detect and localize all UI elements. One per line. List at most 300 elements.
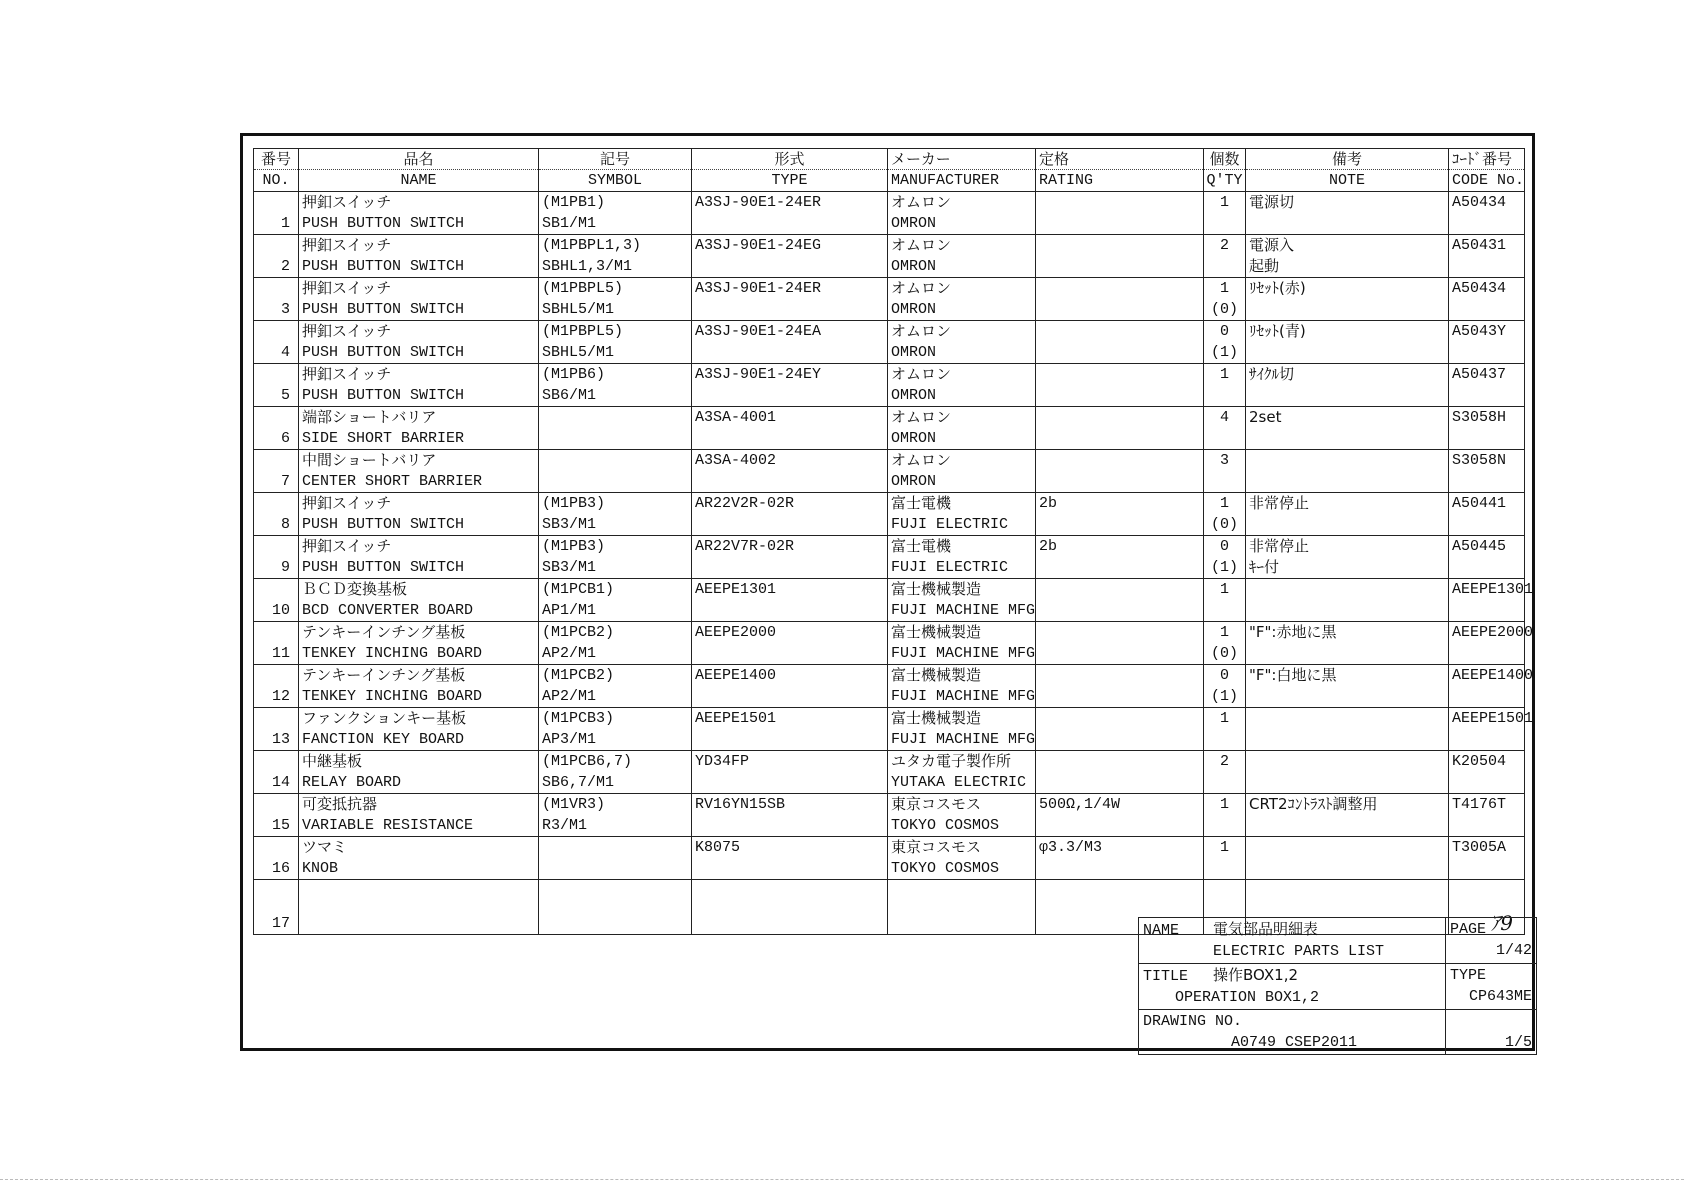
note-line1: "F":白地に黒 xyxy=(1249,666,1337,684)
note-line2 xyxy=(1249,686,1445,707)
part-name xyxy=(299,880,539,935)
rating-value: 2b xyxy=(1039,538,1058,555)
note-line1: 電源切 xyxy=(1249,193,1295,211)
qty-alt-value xyxy=(1207,772,1242,793)
part-note xyxy=(1246,622,1449,665)
drawing-value: A0749 CSEP2011 xyxy=(1231,1034,1358,1051)
part-code xyxy=(1449,235,1525,278)
part-name xyxy=(299,751,539,794)
rating-value xyxy=(1039,192,1200,213)
note-line2 xyxy=(1249,729,1445,750)
header-no-en: NO. xyxy=(262,172,290,189)
part-name xyxy=(299,450,539,493)
part-name xyxy=(299,794,539,837)
part-name xyxy=(299,364,539,407)
row-number: 13 xyxy=(254,708,299,751)
part-type xyxy=(692,278,888,321)
part-name xyxy=(299,192,539,235)
part-note xyxy=(1246,450,1449,493)
part-manufacturer xyxy=(888,407,1036,450)
code-value: K20504 xyxy=(1452,753,1507,770)
manufacturer-en: OMRON xyxy=(891,344,937,361)
code-value: S3058H xyxy=(1452,409,1507,426)
part-symbol xyxy=(539,708,692,751)
part-name-jp: ＢＣＤ変換基板 xyxy=(302,580,408,598)
note-line1: ﾘｾｯﾄ(赤) xyxy=(1249,279,1306,297)
table-row xyxy=(254,278,1525,321)
part-rating xyxy=(1036,665,1204,708)
qty-value: 2 xyxy=(1219,237,1229,254)
part-symbol-line1: (M1PBPL5) xyxy=(542,280,624,297)
row-number: 3 xyxy=(254,278,299,321)
manufacturer-jp: オムロン xyxy=(891,279,952,297)
part-symbol-line1 xyxy=(542,450,688,471)
code-value: A5043Y xyxy=(1452,323,1507,340)
part-manufacturer xyxy=(888,751,1036,794)
part-type-value: AR22V7R-02R xyxy=(695,538,795,555)
part-manufacturer xyxy=(888,235,1036,278)
part-symbol-line1: (M1PCB6,7) xyxy=(542,753,633,770)
code-value: AEEPE1501 xyxy=(1452,710,1534,727)
part-type-value: AEEPE1301 xyxy=(695,581,777,598)
header-type xyxy=(692,149,888,192)
title-block-name-cell xyxy=(1139,918,1446,964)
row-number: 14 xyxy=(254,751,299,794)
manufacturer-jp: 富士電機 xyxy=(891,494,952,512)
table-row xyxy=(254,794,1525,837)
rating-value xyxy=(1039,708,1200,729)
manufacturer-jp: オムロン xyxy=(891,408,952,426)
part-name-jp: 押釦スイッチ xyxy=(302,279,392,297)
note-line2 xyxy=(1249,385,1445,406)
manufacturer-jp: オムロン xyxy=(891,365,952,383)
manufacturer-jp: ユタカ電子製作所 xyxy=(891,752,1012,770)
part-symbol-line1: (M1PB3) xyxy=(542,538,606,555)
part-type-value: A3SA-4002 xyxy=(695,452,777,469)
part-qty xyxy=(1204,708,1246,751)
part-note xyxy=(1246,192,1449,235)
part-symbol-line1: (M1PCB2) xyxy=(542,624,615,641)
note-line2 xyxy=(1249,428,1445,449)
manufacturer-en: FUJI MACHINE MFG xyxy=(891,688,1036,705)
part-note xyxy=(1246,794,1449,837)
part-symbol xyxy=(539,622,692,665)
part-type-value: A3SA-4001 xyxy=(695,409,777,426)
header-code xyxy=(1449,149,1525,192)
manufacturer-en: OMRON xyxy=(891,473,937,490)
part-note xyxy=(1246,536,1449,579)
table-row xyxy=(254,450,1525,493)
part-name xyxy=(299,579,539,622)
code-value: AEEPE1400 xyxy=(1452,667,1534,684)
part-qty xyxy=(1204,751,1246,794)
qty-alt-value xyxy=(1207,213,1242,234)
part-manufacturer xyxy=(888,622,1036,665)
part-manufacturer xyxy=(888,278,1036,321)
header-qty-en: Q'TY xyxy=(1206,172,1243,189)
header-symbol xyxy=(539,149,692,192)
part-type xyxy=(692,321,888,364)
part-name-en: PUSH BUTTON SWITCH xyxy=(302,516,465,533)
parts-list-sheet xyxy=(240,133,1535,1051)
part-name xyxy=(299,493,539,536)
part-manufacturer xyxy=(888,536,1036,579)
manufacturer-en xyxy=(891,901,1032,922)
code-value: T3005A xyxy=(1452,839,1507,856)
header-name-jp: 品名 xyxy=(299,149,538,170)
manufacturer-en: OMRON xyxy=(891,387,937,404)
part-symbol-line2: SBHL5/M1 xyxy=(542,301,615,318)
part-manufacturer xyxy=(888,450,1036,493)
qty-value: 1 xyxy=(1219,280,1229,297)
part-name-jp: 押釦スイッチ xyxy=(302,494,392,512)
part-note xyxy=(1246,493,1449,536)
part-rating xyxy=(1036,579,1204,622)
note-line2: 起動 xyxy=(1249,257,1280,275)
part-type-value xyxy=(695,880,884,901)
note-line1: ｻｲｸﾙ切 xyxy=(1249,365,1295,383)
note-line2 xyxy=(1249,772,1445,793)
note-line2 xyxy=(1249,514,1445,535)
note-line1 xyxy=(1249,880,1445,901)
qty-alt-value: (1) xyxy=(1210,688,1238,705)
part-name xyxy=(299,665,539,708)
code-value xyxy=(1452,880,1521,901)
note-line2 xyxy=(1249,471,1445,492)
part-name-jp: 押釦スイッチ xyxy=(302,322,392,340)
code-value: A50441 xyxy=(1452,495,1507,512)
part-name-jp: 可変抵抗器 xyxy=(302,795,378,813)
part-manufacturer xyxy=(888,364,1036,407)
part-symbol-line1: (M1PBPL1,3) xyxy=(542,237,642,254)
manufacturer-en: OMRON xyxy=(891,215,937,232)
part-name-jp: テンキーインチング基板 xyxy=(302,666,466,684)
part-code xyxy=(1449,192,1525,235)
part-name-jp xyxy=(302,880,535,901)
qty-value: 1 xyxy=(1219,624,1229,641)
part-symbol xyxy=(539,192,692,235)
part-rating xyxy=(1036,493,1204,536)
part-name-jp: 中継基板 xyxy=(302,752,363,770)
part-name-en: PUSH BUTTON SWITCH xyxy=(302,387,465,404)
part-name-jp: 押釦スイッチ xyxy=(302,236,392,254)
part-qty xyxy=(1204,665,1246,708)
part-type xyxy=(692,579,888,622)
part-manufacturer xyxy=(888,579,1036,622)
page-label: PAGE xyxy=(1450,921,1487,938)
manufacturer-jp: オムロン xyxy=(891,236,952,254)
part-name xyxy=(299,837,539,880)
part-qty xyxy=(1204,579,1246,622)
qty-value xyxy=(1207,880,1242,901)
qty-value: 1 xyxy=(1219,710,1229,727)
manufacturer-en: OMRON xyxy=(891,258,937,275)
header-qty xyxy=(1204,149,1246,192)
part-symbol-line2 xyxy=(542,858,688,879)
part-manufacturer xyxy=(888,837,1036,880)
part-type-value: A3SJ-90E1-24ER xyxy=(695,194,822,211)
header-manufacturer-en: MANUFACTURER xyxy=(891,172,1000,189)
part-symbol xyxy=(539,235,692,278)
note-line1: 電源入 xyxy=(1249,236,1295,254)
sheet-value: 1/5 xyxy=(1504,1034,1532,1051)
qty-value: 0 xyxy=(1219,667,1229,684)
qty-alt-value xyxy=(1207,815,1242,836)
note-line1 xyxy=(1249,837,1445,858)
table-row xyxy=(254,751,1525,794)
header-rating-en: RATING xyxy=(1039,172,1094,189)
header-name xyxy=(299,149,539,192)
note-line2 xyxy=(1249,815,1445,836)
part-symbol-line2: SB6,7/M1 xyxy=(542,774,615,791)
manufacturer-en: FUJI MACHINE MFG xyxy=(891,602,1036,619)
part-manufacturer xyxy=(888,794,1036,837)
rating-value xyxy=(1039,622,1200,643)
part-rating xyxy=(1036,364,1204,407)
part-code xyxy=(1449,579,1534,622)
part-rating xyxy=(1036,407,1204,450)
part-note xyxy=(1246,407,1449,450)
part-type xyxy=(692,622,888,665)
qty-value: 1 xyxy=(1219,581,1229,598)
part-code xyxy=(1449,364,1525,407)
note-line1: CRT2ｺﾝﾄﾗｽﾄ調整用 xyxy=(1249,795,1378,813)
title-block-sheet-cell xyxy=(1446,1010,1537,1055)
part-name-en xyxy=(302,901,535,922)
row-number: 1 xyxy=(254,192,299,235)
manufacturer-en: FUJI ELECTRIC xyxy=(891,516,1009,533)
qty-alt-value xyxy=(1207,600,1242,621)
part-name xyxy=(299,278,539,321)
part-type xyxy=(692,880,888,935)
rating-value xyxy=(1039,278,1200,299)
part-name-jp: 押釦スイッチ xyxy=(302,365,392,383)
rating-value xyxy=(1039,364,1200,385)
note-line2 xyxy=(1249,213,1445,234)
note-line1 xyxy=(1249,579,1445,600)
rating-value xyxy=(1039,407,1200,428)
note-line2 xyxy=(1249,600,1445,621)
part-symbol-line1: (M1PCB3) xyxy=(542,710,615,727)
part-type xyxy=(692,235,888,278)
part-symbol xyxy=(539,579,692,622)
title-block-drawing-cell xyxy=(1139,1010,1446,1055)
part-rating xyxy=(1036,278,1204,321)
part-manufacturer xyxy=(888,880,1036,935)
part-symbol xyxy=(539,493,692,536)
row-number: 16 xyxy=(254,837,299,880)
header-code-jp: ｺｰﾄﾞ番号 xyxy=(1449,149,1524,170)
part-type xyxy=(692,794,888,837)
qty-alt-value: (0) xyxy=(1210,645,1238,662)
part-qty xyxy=(1204,837,1246,880)
part-qty xyxy=(1204,622,1246,665)
qty-alt-value: (1) xyxy=(1210,344,1238,361)
note-line1 xyxy=(1249,450,1445,471)
row-number: 7 xyxy=(254,450,299,493)
manufacturer-en: TOKYO COSMOS xyxy=(891,860,1000,877)
header-rating-jp: 定格 xyxy=(1036,149,1203,170)
qty-value: 4 xyxy=(1219,409,1229,426)
qty-value: 1 xyxy=(1219,366,1229,383)
part-symbol-line2 xyxy=(542,428,688,449)
part-qty xyxy=(1204,321,1246,364)
part-note xyxy=(1246,751,1449,794)
name-jp: 電気部品明細表 xyxy=(1213,920,1319,938)
part-name-en: PUSH BUTTON SWITCH xyxy=(302,258,465,275)
code-value: AEEPE1301 xyxy=(1452,581,1534,598)
note-line1 xyxy=(1249,708,1445,729)
part-symbol-line1: (M1PBPL5) xyxy=(542,323,624,340)
part-manufacturer xyxy=(888,665,1036,708)
title-en: OPERATION BOX1,2 xyxy=(1175,989,1320,1006)
part-symbol-line2: R3/M1 xyxy=(542,817,588,834)
note-line1 xyxy=(1249,751,1445,772)
part-type xyxy=(692,493,888,536)
row-number: 17 xyxy=(254,880,299,935)
header-manufacturer-jp: メーカー xyxy=(888,149,1035,170)
part-symbol-line2: AP1/M1 xyxy=(542,602,597,619)
part-symbol-line1: (M1PB6) xyxy=(542,366,606,383)
part-qty xyxy=(1204,536,1246,579)
title-label: TITLE xyxy=(1143,968,1189,985)
qty-alt-value: (0) xyxy=(1210,516,1238,533)
part-rating xyxy=(1036,794,1204,837)
part-name-en: BCD CONVERTER BOARD xyxy=(302,602,474,619)
header-code-en: CODE No. xyxy=(1452,172,1525,189)
table-row xyxy=(254,622,1525,665)
part-symbol-line2 xyxy=(542,471,688,492)
part-symbol-line2: SB3/M1 xyxy=(542,516,597,533)
part-name xyxy=(299,708,539,751)
part-symbol-line1: (M1PB1) xyxy=(542,194,606,211)
part-symbol-line1: (M1PCB2) xyxy=(542,667,615,684)
part-rating xyxy=(1036,536,1204,579)
qty-value: 1 xyxy=(1219,839,1229,856)
qty-alt-value xyxy=(1207,471,1242,492)
row-number: 10 xyxy=(254,579,299,622)
part-qty xyxy=(1204,794,1246,837)
part-name-en: KNOB xyxy=(302,860,339,877)
rating-value xyxy=(1039,579,1200,600)
part-manufacturer xyxy=(888,192,1036,235)
code-value: A50437 xyxy=(1452,366,1507,383)
manufacturer-jp: 富士機械製造 xyxy=(891,709,982,727)
note-line1: 非常停止 xyxy=(1249,494,1310,512)
part-name-jp: テンキーインチング基板 xyxy=(302,623,466,641)
name-en: ELECTRIC PARTS LIST xyxy=(1213,943,1385,960)
row-number: 4 xyxy=(254,321,299,364)
part-symbol-line2 xyxy=(542,901,688,922)
qty-value: 0 xyxy=(1219,538,1229,555)
part-type-value: A3SJ-90E1-24EY xyxy=(695,366,822,383)
part-symbol-line1: (M1VR3) xyxy=(542,796,606,813)
rating-value: φ3.3/M3 xyxy=(1039,839,1103,856)
part-name-en: PUSH BUTTON SWITCH xyxy=(302,301,465,318)
part-type-value: YD34FP xyxy=(695,753,750,770)
part-name-en: VARIABLE RESISTANCE xyxy=(302,817,474,834)
part-qty xyxy=(1204,192,1246,235)
part-symbol-line2: AP2/M1 xyxy=(542,645,597,662)
qty-value: 1 xyxy=(1219,495,1229,512)
part-code xyxy=(1449,493,1525,536)
table-row xyxy=(254,364,1525,407)
part-symbol-line2: SBHL5/M1 xyxy=(542,344,615,361)
qty-value: 0 xyxy=(1219,323,1229,340)
code-value: A50431 xyxy=(1452,237,1507,254)
code-value: A50445 xyxy=(1452,538,1507,555)
part-type xyxy=(692,407,888,450)
header-symbol-en: SYMBOL xyxy=(587,172,642,189)
part-code xyxy=(1449,837,1525,880)
part-code xyxy=(1449,751,1525,794)
rating-value xyxy=(1039,321,1200,342)
part-name-en: PUSH BUTTON SWITCH xyxy=(302,559,465,576)
part-name-jp: 押釦スイッチ xyxy=(302,537,392,555)
header-qty-jp: 個数 xyxy=(1204,149,1245,170)
row-number: 12 xyxy=(254,665,299,708)
note-line2 xyxy=(1249,342,1445,363)
table-body xyxy=(254,192,1534,935)
rating-value xyxy=(1039,880,1200,901)
header-note-en: NOTE xyxy=(1328,172,1365,189)
part-symbol-line2: SB3/M1 xyxy=(542,559,597,576)
table-row xyxy=(254,665,1525,708)
part-name-en: SIDE SHORT BARRIER xyxy=(302,430,465,447)
part-note xyxy=(1246,321,1449,364)
manufacturer-jp: オムロン xyxy=(891,451,952,469)
part-type-value: AEEPE2000 xyxy=(695,624,777,641)
manufacturer-jp: 東京コスモス xyxy=(891,838,982,856)
part-qty xyxy=(1204,278,1246,321)
part-type xyxy=(692,450,888,493)
code-value: A50434 xyxy=(1452,280,1507,297)
part-rating xyxy=(1036,751,1204,794)
title-block-title-cell xyxy=(1139,964,1446,1010)
part-name-en: PUSH BUTTON SWITCH xyxy=(302,344,465,361)
part-name-en: PUSH BUTTON SWITCH xyxy=(302,215,465,232)
part-symbol xyxy=(539,837,692,880)
table-row xyxy=(254,837,1525,880)
header-symbol-jp: 記号 xyxy=(539,149,691,170)
part-type xyxy=(692,536,888,579)
manufacturer-jp: オムロン xyxy=(891,322,952,340)
header-name-en: NAME xyxy=(400,172,437,189)
note-line1: 非常停止 xyxy=(1249,537,1310,555)
manufacturer-en: YUTAKA ELECTRIC xyxy=(891,774,1027,791)
part-manufacturer xyxy=(888,708,1036,751)
part-symbol-line1 xyxy=(542,837,688,858)
part-symbol-line1: (M1PB3) xyxy=(542,495,606,512)
code-value: AEEPE2000 xyxy=(1452,624,1534,641)
part-code xyxy=(1449,622,1534,665)
manufacturer-jp: 東京コスモス xyxy=(891,795,982,813)
part-name-jp: ファンクションキー基板 xyxy=(302,709,467,727)
part-type-value: K8075 xyxy=(695,839,741,856)
qty-alt-value xyxy=(1207,256,1242,277)
qty-alt-value: (0) xyxy=(1210,301,1238,318)
part-code xyxy=(1449,407,1525,450)
part-symbol-line2: AP3/M1 xyxy=(542,731,597,748)
part-symbol xyxy=(539,321,692,364)
scan-edge-line xyxy=(0,1179,1684,1180)
part-symbol-line2: SB1/M1 xyxy=(542,215,597,232)
part-type xyxy=(692,665,888,708)
table-row xyxy=(254,321,1525,364)
title-block xyxy=(1138,917,1537,1055)
part-name-jp: ツマミ xyxy=(302,838,348,856)
row-number: 5 xyxy=(254,364,299,407)
